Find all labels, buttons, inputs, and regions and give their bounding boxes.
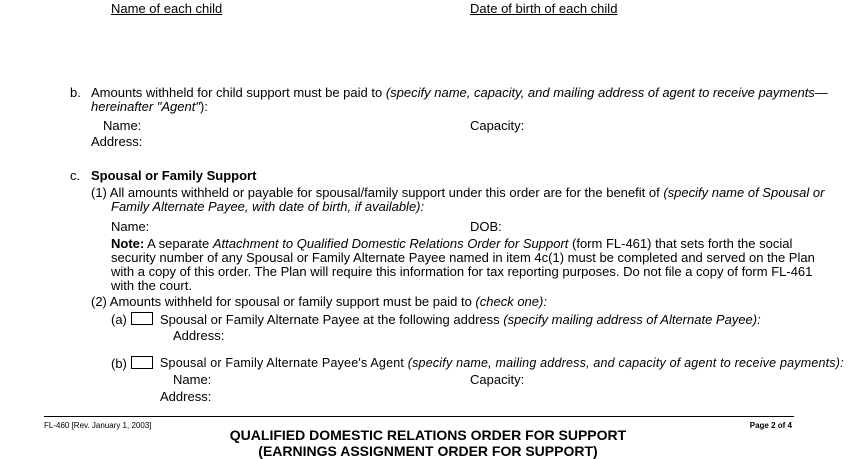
- option-b-capacity-label: Capacity:: [470, 372, 525, 387]
- item-c-note-line-2: security number of any Spousal or Family Alternate Payee named in item 4c(1) must be completed and served on the Plan: [111, 250, 815, 265]
- item-c-dob-label: DOB:: [470, 219, 502, 234]
- item-c-p1-italic-1: (specify name of Spousal or: [663, 185, 825, 200]
- item-b-instructions: [91, 85, 828, 100]
- option-a-address-label: Address:: [173, 328, 225, 343]
- item-b-name-label: Name:: [103, 118, 142, 133]
- note-label: Note:: [111, 236, 145, 251]
- item-b-text: Amounts withheld for child support must be paid to: [91, 85, 386, 100]
- note-text-a: A separate: [144, 236, 213, 251]
- option-b-name-label: Name:: [173, 372, 212, 387]
- note-form-title: Attachment to Qualified Domestic Relations Order for Support: [212, 236, 569, 251]
- item-c-title: Spousal or Family Support: [91, 168, 257, 183]
- item-c-p1-italic-2: Family Alternate Payee, with date of birth, if available):: [111, 199, 425, 214]
- option-b-letter: (b): [111, 356, 127, 371]
- option-a-label: Spousal or Family Alternate Payee at the following address: [160, 312, 504, 327]
- form-id: FL-460 [Rev. January 1, 2003]: [44, 421, 152, 430]
- item-b-address-label: Address:: [91, 134, 143, 149]
- item-c-p1: [91, 185, 824, 200]
- note-text-b: (form FL-461) that sets forth the social: [568, 236, 793, 251]
- item-b-close: ):: [199, 99, 208, 114]
- item-c-note-line-4: with the court.: [111, 278, 192, 293]
- item-c-p1-text: (1) All amounts withheld or payable for spousal/family support under this order are for the benefit of: [91, 185, 664, 200]
- item-c-name-label: Name:: [111, 219, 150, 234]
- item-b-italic-1: (specify name, capacity, and mailing address of agent to receive payments—: [385, 85, 828, 100]
- footer-subtitle: (EARNINGS ASSIGNMENT ORDER FOR SUPPORT): [258, 443, 598, 459]
- option-a-text: [160, 312, 761, 327]
- item-b-capacity-label: Capacity:: [470, 118, 525, 133]
- footer-rule: [44, 416, 794, 417]
- item-c-note-line-3: with a copy of this order. The Plan will require this information for tax reporting purposes. Do not file a copy of form FL-461: [111, 264, 813, 279]
- item-c-p2-text: (2) Amounts withheld for spousal or family support must be paid to: [91, 294, 476, 309]
- option-a-italic: (specify mailing address of Alternate Payee):: [503, 312, 761, 327]
- child-name-column-label: Name of each child: [111, 1, 223, 16]
- option-b-checkbox[interactable]: [131, 356, 153, 369]
- item-c-note-line-1: [111, 236, 792, 251]
- child-dob-column-label: Date of birth of each child: [470, 1, 618, 16]
- option-b-address-label: Address:: [160, 389, 212, 404]
- footer-title: QUALIFIED DOMESTIC RELATIONS ORDER FOR SUPPORT: [229, 427, 627, 443]
- option-a-checkbox[interactable]: [131, 312, 153, 325]
- page-number: Page 2 of 4: [749, 421, 792, 430]
- item-b-instructions-cont: [91, 99, 208, 114]
- option-a-letter: (a): [111, 312, 127, 327]
- item-b-letter: b.: [70, 85, 81, 100]
- option-b-italic: (specify name, mailing address, and capacity of agent to receive payments):: [407, 356, 844, 370]
- item-c-p2-italic: (check one):: [475, 294, 547, 309]
- option-b-text: [160, 356, 844, 371]
- item-b-italic-2: hereinafter "Agent": [91, 99, 200, 114]
- item-c-letter: c.: [70, 168, 81, 183]
- option-b-label: Spousal or Family Alternate Payee's Agent: [160, 356, 408, 370]
- item-c-p2: [91, 294, 547, 309]
